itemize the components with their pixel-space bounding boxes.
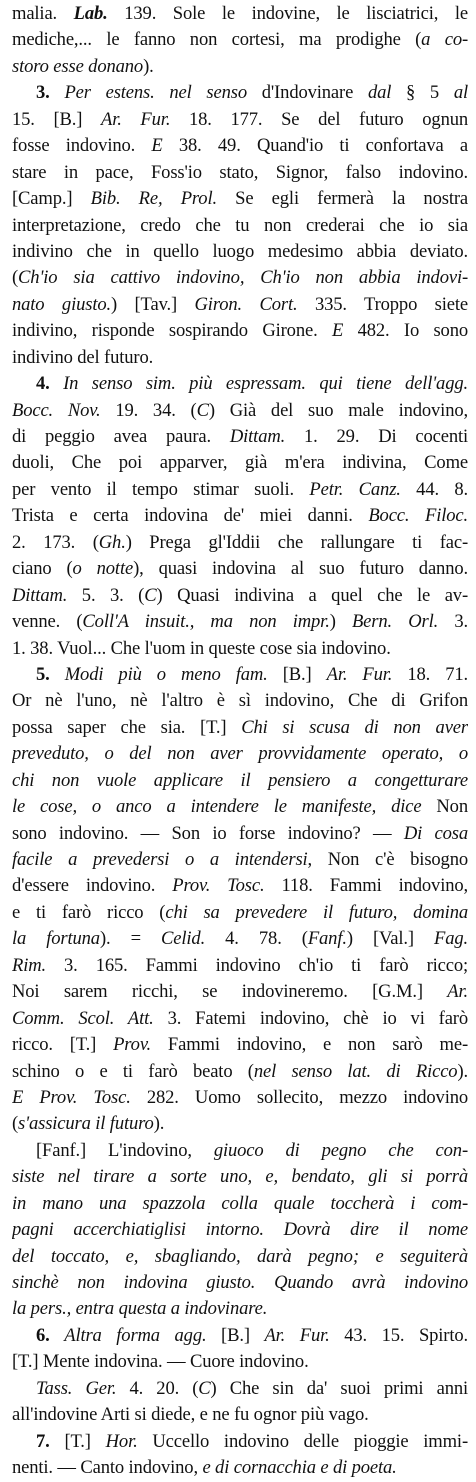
text-line: sono indovino. — Son io forse indovino? — Di cosa — [12, 822, 468, 844]
text-line: schino o e ti farò beato (nel senso lat. di Ricco). — [12, 1060, 468, 1082]
text-line: indivino che in quello luogo medesimo abbia deviato. — [12, 240, 468, 262]
text-line: stare in pace, Foss'io stato, Signor, falso indovino. — [12, 161, 468, 183]
text-line: duoli, Che poi apparver, già m'era indivina, Come — [12, 452, 468, 474]
text-line: (s'assicura il futuro). — [12, 1113, 165, 1135]
text-line: Tass. Ger. 4. 20. (C) Che sin da' suoi primi anni — [36, 1377, 468, 1399]
text-line: Comm. Scol. Att. 3. Fatemi indovino, chè io vi farò — [12, 1007, 468, 1029]
text-line: 4. In senso sim. più espressam. qui tiene dell'agg. — [36, 373, 468, 395]
text-line: ricco. [T.] Prov. Fammi indovino, e non sarò me- — [12, 1034, 468, 1056]
text-line: del toccato, e, sbagliando, darà pegno; e seguiterà — [12, 1245, 468, 1267]
text-line: Trista e certa indovina de' miei danni. Bocc. Filoc. — [12, 505, 468, 527]
text-line: (Ch'io sia cattivo indovino, Ch'io non abbia indovi- — [12, 267, 468, 289]
text-line: nato giusto.) [Tav.] Giron. Cort. 335. Troppo siete — [12, 293, 468, 315]
text-line: ciano (o notte), quasi indovina al suo futuro danno. — [12, 558, 468, 580]
text-line: indivino, risponde sospirando Girone. E 482. Io sono — [12, 320, 468, 342]
text-line: 2. 173. (Gh.) Prega gl'Iddii che rallungare ti fac- — [12, 531, 468, 553]
text-line: in mano una spazzola colla quale toccherà i com- — [12, 1192, 468, 1214]
text-line: 5. Modi più o meno fam. [B.] Ar. Fur. 18. 71. — [36, 663, 468, 685]
text-line: possa saper che sia. [T.] Chi si scusa di non aver — [12, 716, 468, 738]
text-line: siste nel tirare a sorte uno, e, bendato, gli si porrà — [12, 1166, 468, 1188]
text-line: fosse indovino. E 38. 49. Quand'io ti confortava a — [12, 135, 468, 157]
text-line: venne. (Coll'A insuit., ma non impr.) Bern. Orl. 3. — [12, 611, 468, 633]
text-line: d'essere indovino. Prov. Tosc. 118. Fammi indovino, — [12, 875, 468, 897]
text-line: la pers., entra questa a indovinare. — [12, 1298, 268, 1320]
text-line: 7. [T.] Hor. Uccello indovino delle pioggie immi- — [36, 1430, 468, 1452]
text-line: 1. 38. Vuol... Che l'uom in queste cose sia indovino. — [12, 637, 391, 659]
text-line: chi non vuole applicare il pensiero a congetturare — [12, 769, 468, 791]
text-line: 15. [B.] Ar. Fur. 18. 177. Se del futuro ognun — [12, 108, 468, 130]
text-line: all'indovine Arti si diede, e ne fu ognor più vago. — [12, 1404, 369, 1426]
text-line: nenti. — Canto indovino, e di cornacchia e di poeta. — [12, 1457, 397, 1479]
text-line: per vento il tempo stimar suoli. Petr. Canz. 44. 8. — [12, 478, 468, 500]
text-line: la fortuna). = Celid. 4. 78. (Fanf.) [Val.] Fag. — [12, 928, 468, 950]
text-line: 6. Altra forma agg. [B.] Ar. Fur. 43. 15. Spirto. — [36, 1324, 468, 1346]
text-line: [Fanf.] L'indovino, giuoco di pegno che con- — [36, 1139, 468, 1161]
text-line: indivino del futuro. — [12, 346, 154, 368]
text-line: interpretazione, credo che tu non crederai che io sia — [12, 214, 468, 236]
text-line: facile a prevedersi o a intendersi, Non c'è bisogno — [12, 849, 468, 870]
text-line: Rim. 3. 165. Fammi indovino ch'io ti farò ricco; — [12, 954, 468, 976]
text-line: storo esse donano). — [12, 55, 154, 77]
text-line: Bocc. Nov. 19. 34. (C) Già del suo male indovino, — [12, 399, 468, 421]
text-line: mediche,... le fanno non cortesi, ma prodighe (a co- — [12, 29, 468, 51]
text-line: e ti farò ricco (chi sa prevedere il futuro, domina — [12, 901, 468, 923]
text-line: [Camp.] Bib. Re, Prol. Se egli fermerà la nostra — [12, 188, 468, 210]
text-line: [T.] Mente indovina. — Cuore indovino. — [12, 1351, 309, 1373]
text-line: 3. Per estens. nel senso d'Indovinare dal § 5 al — [36, 82, 468, 104]
text-line: malia. Lab. 139. Sole le indovine, le lisciatrici, le — [12, 3, 468, 24]
text-line: Noi sarem ricchi, se indovineremo. [G.M.] Ar. — [12, 981, 468, 1003]
text-line: E Prov. Tosc. 282. Uomo sollecito, mezzo indovino — [12, 1086, 468, 1108]
text-line: Dittam. 5. 3. (C) Quasi indivina a quel che le av- — [12, 584, 468, 606]
text-line: sinchè non indovina giusto. Quando avrà indovino — [12, 1272, 468, 1293]
text-line: Or nè l'uno, nè l'altro è sì indovino, Che di Grifon — [12, 690, 468, 712]
text-line: pagni accerchiatiglisi intorno. Dovrà dire il nome — [12, 1219, 468, 1241]
text-line: di peggio avea paura. Dittam. 1. 29. Di cocenti — [12, 426, 468, 447]
text-line: le cose, o anco a intendere le manifeste, dice Non — [12, 796, 468, 818]
text-line: preveduto, o del non aver provvidamente operato, o — [12, 743, 468, 765]
